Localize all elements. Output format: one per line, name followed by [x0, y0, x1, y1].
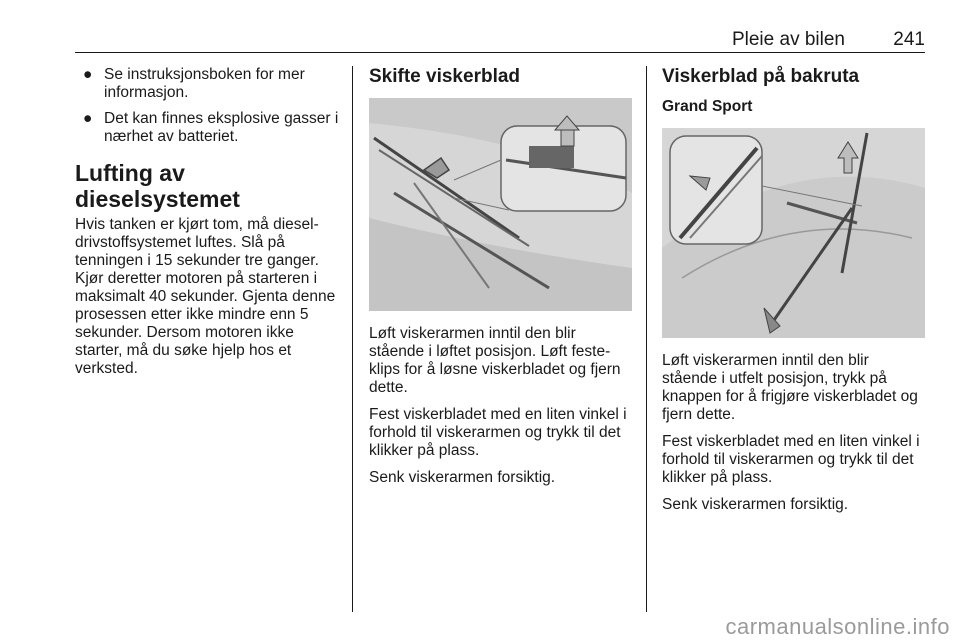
body-paragraph: Senk viskerarmen forsiktig.: [369, 469, 556, 486]
bullet-icon: ●: [83, 66, 93, 83]
page-number: 241: [893, 29, 925, 50]
section-heading: Lufting av dieselsystemet: [75, 160, 240, 212]
section-title: Pleie av bilen: [731, 29, 845, 50]
body-paragraph: Løft viskerarmen inntil den blir stående i løftet posisjon. Løft festeklips for å løsne viskerbladet og fjern dette.: [369, 325, 621, 396]
rear-wiper-illustration: [662, 128, 925, 338]
column-divider-2: [646, 66, 647, 612]
rear-wiper-icon: [662, 128, 925, 338]
bullet-item: [75, 66, 343, 102]
bullet-text: Se instruksjonsboken for mer informasjon.: [104, 66, 305, 101]
middle-column: [369, 66, 635, 496]
bullet-text: Det kan finnes eksplosive gasser i nærhet av batteriet.: [104, 110, 339, 145]
body-paragraph: Senk viskerarmen forsiktig.: [662, 496, 849, 513]
page-header: [75, 26, 925, 53]
body-paragraph: Løft viskerarmen inntil den blir stående i utfelt posisjon, trykk på knappen for å frigjøre viskerbladet og fjern dette.: [662, 352, 918, 423]
subheading: Grand Sport: [662, 98, 753, 115]
body-paragraph: Hvis tanken er kjørt tom, må dieseldrivstoffsystemet luftes. Slå på tenningen i 15 sekunder tre ganger. Kjør deretter motoren på starteren i maksimalt 40 sekunder. Gjenta denne prosessen etter ikke mindre enn 5 sekunder. Dersom motoren ikke starter, må du søke hjelp hos et verksted.: [75, 216, 336, 377]
section-heading: Viskerblad på bakruta: [662, 66, 860, 87]
column-divider-1: [352, 66, 353, 612]
bullet-icon: ●: [83, 110, 93, 127]
windshield-wiper-illustration: [369, 98, 632, 311]
section-heading: Skifte viskerblad: [369, 66, 521, 87]
body-paragraph: Fest viskerbladet med en liten vinkel i forhold til viskerarmen og trykk til det klikker på plass.: [662, 433, 920, 486]
left-column: [75, 66, 343, 387]
right-column: [662, 66, 926, 523]
windshield-wiper-icon: [369, 98, 632, 311]
watermark: carmanualsonline.info: [725, 614, 950, 639]
body-paragraph: Fest viskerbladet med en liten vinkel i forhold til viskerarmen og trykk til det klikker på plass.: [369, 406, 627, 459]
bullet-item: [75, 110, 343, 146]
